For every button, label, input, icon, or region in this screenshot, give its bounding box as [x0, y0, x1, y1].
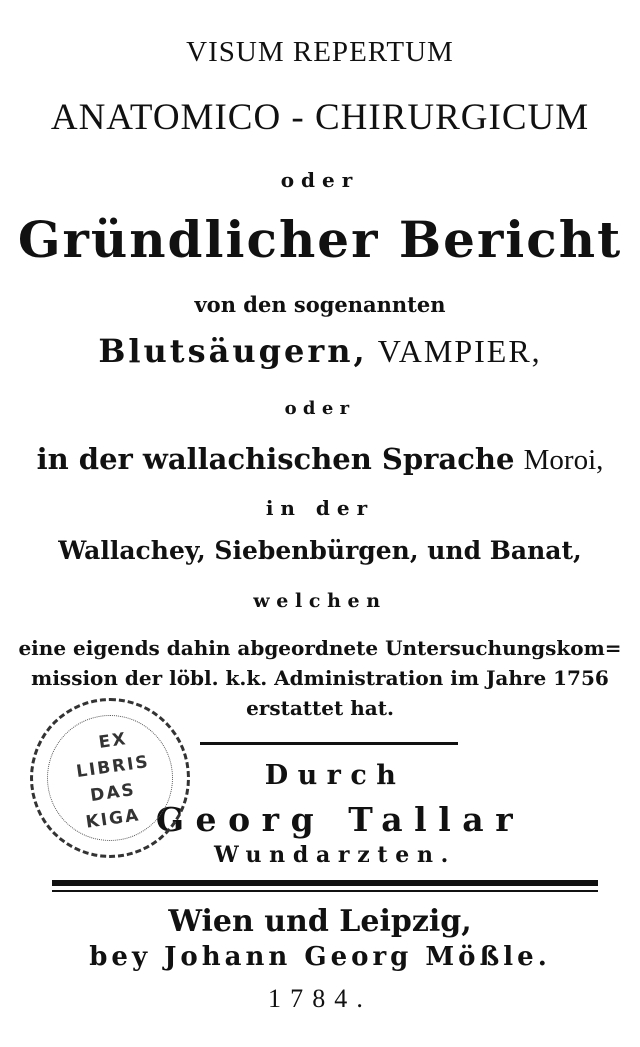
title-line-gruendlicher-bericht: Gründlicher Bericht — [17, 210, 623, 269]
body-line-3: erstattet hat. — [246, 696, 394, 720]
imprint-publisher: bey Johann Georg Mößle. — [89, 942, 551, 972]
thin-rule — [52, 890, 598, 892]
subtitle-wallachischen-sprache — [0, 442, 640, 477]
word-blutsaeugern: Blutsäugern, — [98, 332, 368, 370]
imprint-year: 1784. — [268, 984, 372, 1013]
subtitle-regions: Wallachey, Siebenbürgen, und Banat, — [58, 536, 582, 565]
connector-oder-2: oder — [284, 398, 356, 419]
short-rule — [200, 742, 458, 745]
word-moroi: Moroi, — [523, 444, 604, 476]
body-line-2: mission der löbl. k.k. Administration im Jahre 1756 — [31, 666, 609, 690]
subtitle-von-den-sogenannten: von den sogenannten — [194, 292, 446, 317]
stamp-text-1: EX — [97, 729, 129, 753]
phrase-wallachischen-sprache: in der wallachischen Sprache — [36, 442, 515, 476]
title-line-visum-repertum: VISUM REPERTUM — [186, 36, 454, 68]
stamp-text-3: DAS — [89, 779, 137, 807]
author-durch: Durch — [264, 760, 406, 791]
title-line-anatomico-chirurgicum: ANATOMICO - CHIRURGICUM — [50, 97, 590, 138]
connector-in-der: in der — [265, 496, 375, 520]
stamp-text-2: LIBRIS — [75, 751, 151, 783]
body-line-1: eine eigends dahin abgeordnete Untersuchungskom= — [18, 636, 622, 660]
connector-oder-1: oder — [280, 168, 360, 192]
stamp-text-4: KIGA — [84, 805, 142, 833]
connector-welchen: welchen — [253, 590, 387, 612]
author-profession: Wundarzten. — [213, 842, 457, 868]
imprint-place: Wien und Leipzig, — [168, 904, 472, 939]
word-vampier: VAMPIER, — [377, 333, 542, 369]
author-name: Georg Tallar — [155, 800, 525, 839]
library-stamp — [30, 698, 190, 858]
subtitle-blutsaeugern-vampier — [0, 332, 640, 370]
thick-rule — [52, 880, 598, 886]
